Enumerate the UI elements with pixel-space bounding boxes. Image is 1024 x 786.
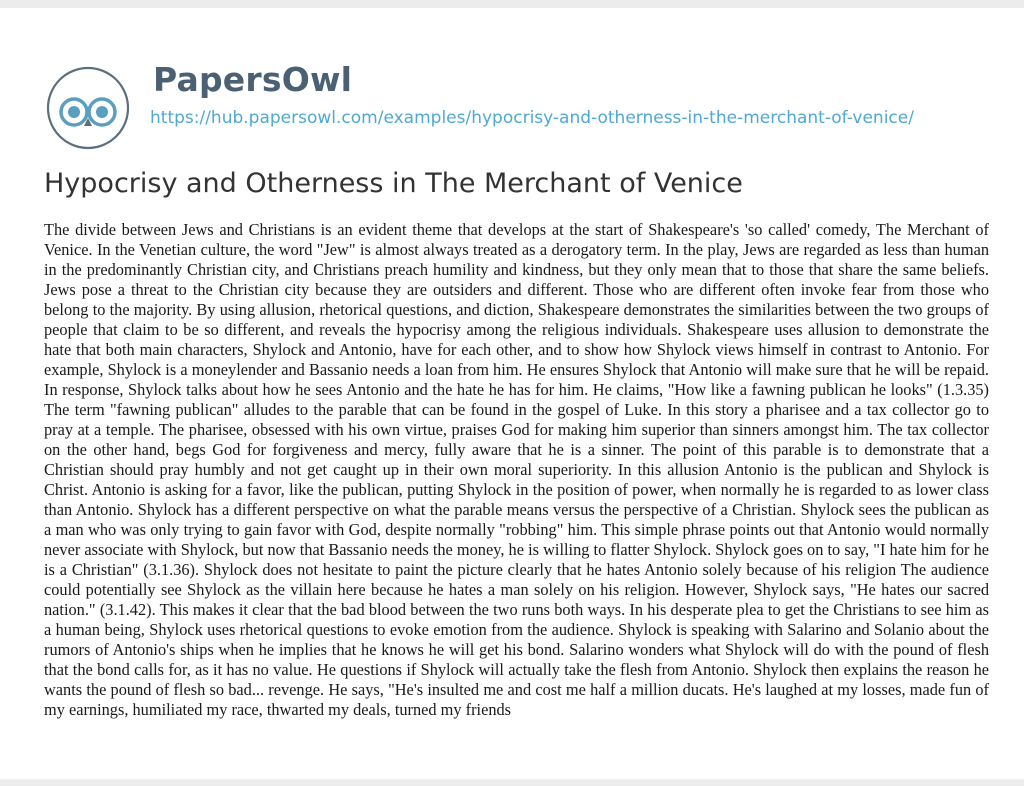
bottom-divider [0,779,1024,786]
brand-name[interactable]: PapersOwl [153,60,353,99]
article-title: Hypocrisy and Otherness in The Merchant of Venice [44,168,743,199]
owl-logo-icon[interactable] [44,64,132,152]
site-header [44,46,984,146]
top-divider [0,0,1024,8]
article-body: The divide between Jews and Christians is an evident theme that develops at the start of Shakespeare's 'so called' comedy, The Merchant of Venice. In the Venetian culture, the word "Jew" is almost always treated as a derogatory term. In the play, Jews are regarded as less than human in the predominantly Christian city, and Christians preach humility and kindness, but they only mean that to those that share the same beliefs. Jews pose a threat to the Christian city because they are outsiders and different. Those who are different often invoke fear from those who belong to the majority. By using allusion, rhetorical questions, and diction, Shakespeare demonstrates the similarities between the two groups of people that claim to be so different, and reveals the hypocrisy among the religious individuals. Shakespeare uses allusion to demonstrate the hate that both main characters, Shylock and Antonio, have for each other, and to show how Shylock views himself in contrast to Antonio. For example, Shylock is a moneylender and Bassanio needs a loan from him. He ensures Shylock that Antonio will make sure that he will be repaid. In response, Shylock talks about how he sees Antonio and the hate he has for him. He claims, "How like a fawning publican he looks" (1.3.35) The term "fawning publican" alludes to the parable that can be found in the gospel of Luke. In this story a pharisee and a tax collector go to pray at a temple. The pharisee, obsessed with his own virtue, praises God for making him superior than sinners amongst him. The tax collector on the other hand, begs God for forgiveness and mercy, fully aware that he is a sinner. The point of this parable is to demonstrate that a Christian should pray humbly and not get caught up in their own moral superiority. In this allusion Antonio is the publican and Shylock is Christ. Antonio is asking for a favor, like the publican, putting Shylock in the position of power, when normally he is regarded to as lower class than Antonio. Shylock has a different perspective on what the parable means versus the perspective of a Christian. Shylock sees the publican as a man who was only trying to gain favor with God, despite normally "robbing" him. This simple phrase points out that Antonio would normally never associate with Shylock, but now that Bassanio needs the money, he is willing to flatter Shylock. Shylock goes on to say, "I hate him for he is a Christian" (3.1.36). Shylock does not hesitate to paint the picture clearly that he hates Antonio solely because of his religion The audience could potentially see Shylock as the villain here because he hates a man solely on his religion. However, Shylock says, "He hates our sacred nation." (3.1.42). This makes it clear that the bad blood between the two runs both ways. In his desperate plea to get the Christians to see him as a human being, Shylock uses rhetorical questions to evoke emotion from the audience. Shylock is speaking with Salarino and Solanio about the rumors of Antonio's ships when he implies that he knows he will get his bond. Salarino wonders what Shylock will do with the pound of flesh that the bond calls for, as it has no value. He questions if Shylock will actually take the flesh from Antonio. Shylock then explains the reason he wants the pound of flesh so bad... revenge. He says, "He's insulted me and cost me half a million ducats. He's laughed at my losses, made fun of my earnings, humiliated my race, thwarted my deals, turned my friends [44,220,989,719]
source-url-link[interactable]: https://hub.papersowl.com/examples/hypocrisy-and-otherness-in-the-merchant-of-venice/ [150,108,914,128]
